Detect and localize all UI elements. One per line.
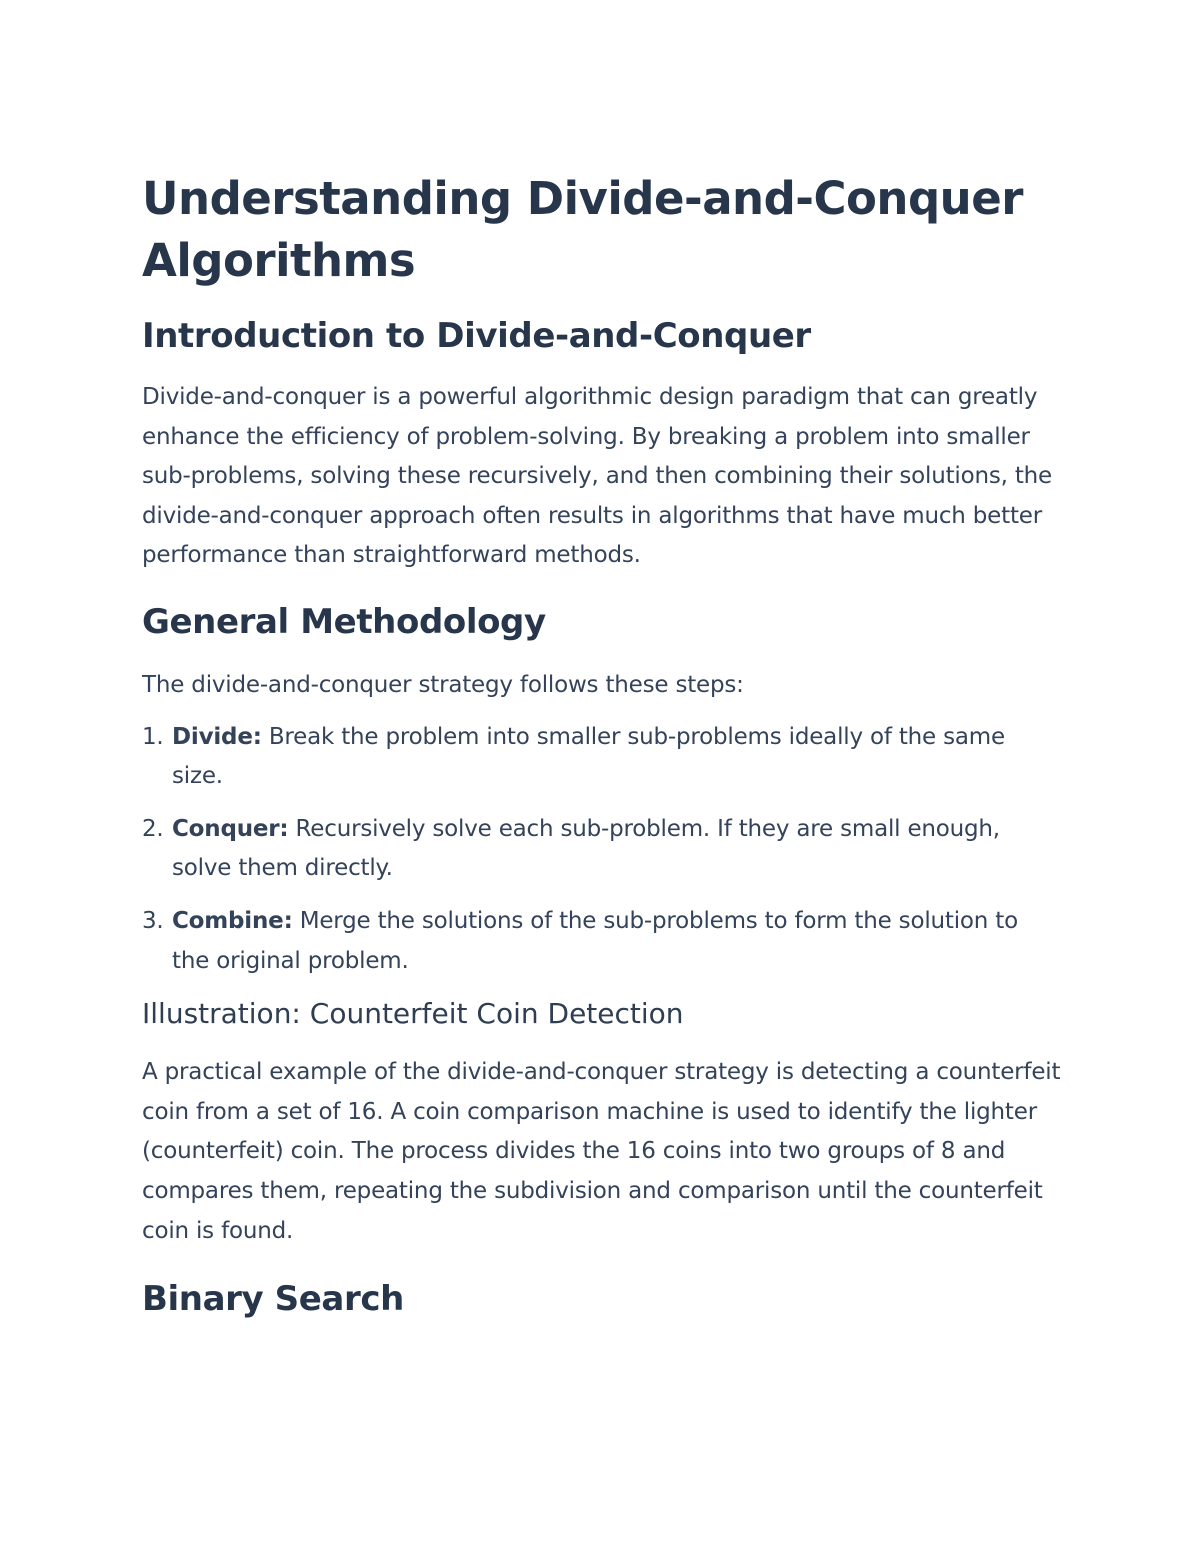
methodology-steps-list (142, 718, 1062, 982)
list-item (142, 718, 1062, 797)
step-text: Recursively solve each sub-problem. If they are small enough, solve them directly. (172, 815, 1000, 882)
methodology-intro: The divide-and-conquer strategy follows these steps: (142, 671, 744, 698)
document-title: Understanding Divide-and-Conquer Algorithms (142, 172, 1023, 287)
subsection-heading-illustration: Illustration: Counterfeit Coin Detection (142, 997, 684, 1031)
section-heading-introduction: Introduction to Divide-and-Conquer (142, 316, 811, 356)
step-text: Merge the solutions of the sub-problems to form the solution to the original problem. (172, 907, 1018, 974)
section-heading-binary-search: Binary Search (142, 1279, 404, 1320)
step-term: Combine: (172, 907, 293, 934)
list-item (142, 902, 1062, 981)
illustration-paragraph: A practical example of the divide-and-conquer strategy is detecting a counterfeit coin from a set of 16. A coin comparison machine is used to identify the lighter (counterfeit) coin. The process divides the 16 coins into two groups of 8 and compares them, repeating the subdivision and comparison until the counterfeit coin is found. (142, 1059, 1061, 1244)
step-text: Break the problem into smaller sub-problems ideally of the same size. (172, 723, 1005, 790)
step-term: Conquer: (172, 815, 289, 842)
step-term: Divide: (172, 723, 262, 750)
introduction-paragraph: Divide-and-conquer is a powerful algorithmic design paradigm that can greatly enhance the efficiency of problem-solving. By breaking a problem into smaller sub-problems, solving these recursively, and then combining their solutions, the divide-and-conquer approach often results in algorithms that have much better performance than straightforward methods. (142, 384, 1053, 569)
step-number: 1. (142, 723, 164, 750)
list-item (142, 810, 1062, 889)
step-number: 3. (142, 907, 164, 934)
document-page (142, 168, 1062, 1321)
step-number: 2. (142, 815, 164, 842)
section-heading-methodology: General Methodology (142, 601, 546, 642)
